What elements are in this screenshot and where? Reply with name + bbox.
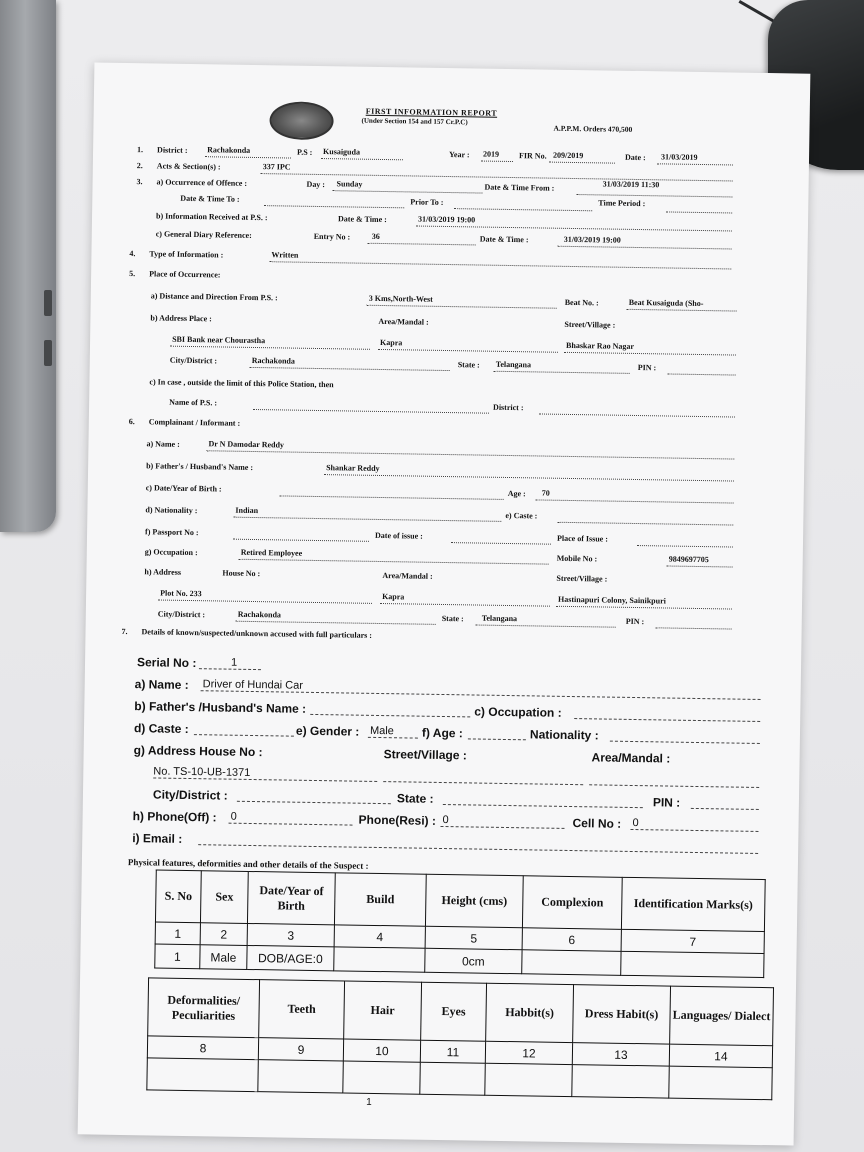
info-type-label: Type of Information :	[149, 249, 224, 260]
s1-num: 1.	[137, 145, 144, 155]
accused-state-label: State :	[396, 791, 434, 806]
accused-age-label: f) Age :	[421, 725, 463, 741]
fir-value: 209/2019	[552, 150, 584, 161]
nationality-line	[233, 507, 501, 522]
dob-line	[280, 485, 504, 500]
age-value: 70	[541, 488, 550, 498]
c-area-label: Area/Mandal :	[382, 571, 433, 581]
table-number-cell: 4	[334, 925, 425, 948]
table-header-cell: Teeth	[259, 980, 345, 1039]
city-label: City/District :	[169, 355, 218, 366]
info-dt-label: Date & Time :	[337, 214, 387, 225]
area-value: Kapra	[380, 337, 403, 348]
c-state-value: Telangana	[481, 613, 518, 624]
accused-father-line	[310, 702, 470, 718]
accused-age-line	[468, 726, 526, 740]
mobile-label: Mobile No :	[556, 553, 598, 564]
nationality-label: d) Nationality :	[145, 505, 198, 516]
complainant-name-line	[206, 440, 734, 459]
acts-line	[261, 163, 733, 181]
s2-num: 2.	[136, 161, 143, 171]
table-cell	[334, 947, 425, 972]
accused-name-label: a) Name :	[134, 677, 189, 692]
accused-caste-label: d) Caste :	[133, 721, 189, 737]
area-line	[378, 339, 558, 353]
to-label: Date & Time To :	[180, 193, 240, 204]
gd-dt-label: Date & Time :	[479, 234, 529, 245]
table-cell	[621, 951, 764, 977]
table-cell	[147, 1058, 258, 1092]
distance-value: 3 Kms,North-West	[368, 293, 433, 304]
page-number: 1	[366, 1096, 372, 1108]
entry-value: 36	[371, 231, 380, 241]
acts-value: 337 IPC	[262, 162, 291, 172]
table-header-cell: Habbit(s)	[486, 983, 574, 1042]
passport-label: f) Passport No :	[145, 527, 199, 538]
orders-reference: A.P.P.M. Orders 470,500	[553, 123, 633, 134]
info-type-value: Written	[271, 250, 299, 260]
physical-table-1	[154, 870, 765, 979]
address-place-label: b) Address Place :	[150, 313, 212, 324]
other-district-label: District :	[493, 402, 524, 413]
accused-city-line	[237, 789, 391, 804]
accused-street-line	[383, 769, 583, 785]
fir-label: FIR No.	[518, 151, 547, 161]
table-cell	[420, 1062, 485, 1095]
occupation-value: Retired Employee	[240, 547, 303, 558]
to-line	[264, 195, 404, 208]
entry-label: Entry No :	[313, 231, 351, 242]
table-number-cell: 11	[420, 1040, 485, 1063]
pin-line	[668, 363, 736, 375]
year-value: 2019	[483, 149, 500, 159]
accused-label: Details of known/suspected/unknown accused with full particulars :	[141, 627, 373, 640]
physical-features-label: Physical features, deformities and other details of the Suspect :	[127, 857, 369, 871]
ps-value: Kusaiguda	[323, 147, 361, 157]
occupation-label: g) Occupation :	[144, 547, 198, 558]
caste-line	[557, 512, 733, 526]
street-label: Street/Village :	[564, 319, 616, 330]
father-line	[324, 464, 734, 481]
passport-line	[233, 529, 369, 542]
complainant-name-value: Dr N Damodar Reddy	[208, 439, 285, 450]
phone-off-label: h) Phone(Off) :	[132, 809, 217, 825]
s7-num: 7.	[121, 626, 128, 637]
table-number-cell: 5	[425, 926, 522, 950]
table-number-cell: 12	[485, 1041, 572, 1064]
c-area-value: Kapra	[382, 592, 405, 602]
distance-label: a) Distance and Direction From P.S. :	[150, 291, 278, 303]
place-label: Place of Occurrence:	[149, 269, 221, 280]
accused-street-label: Street/Village :	[383, 747, 467, 763]
table-cell: 1	[155, 944, 200, 969]
house-value: Plot No. 233	[160, 588, 202, 599]
accused-state-line	[443, 792, 643, 808]
c-pin-line	[656, 617, 732, 629]
table-header-cell: Deformalities/ Peculiarities	[148, 978, 260, 1038]
table-header-cell: Hair	[344, 981, 422, 1040]
table-header-row	[155, 870, 765, 932]
table-cell: Male	[200, 945, 247, 970]
caste-label: e) Caste :	[505, 510, 538, 521]
age-label: Age :	[507, 488, 526, 499]
accused-city-label: City/District :	[152, 787, 228, 803]
phone-res-line	[440, 814, 564, 829]
table-cell	[572, 1065, 669, 1099]
street-value: Bhaskar Rao Nagar	[566, 340, 634, 351]
phone-res-label: Phone(Resi) :	[358, 812, 437, 828]
c-city-value: Rachakonda	[237, 609, 282, 620]
accused-house-value: No. TS-10-UB-1371	[153, 765, 251, 779]
accused-father-label: b) Father's /Husband's Name :	[134, 699, 307, 716]
s4-num: 4.	[129, 249, 136, 259]
c-street-value: Hastinapuri Colony, Sainikpuri	[558, 594, 666, 606]
document-subtitle: (Under Section 154 and 157 Cr.P.C)	[361, 116, 468, 127]
police-emblem-icon	[269, 101, 334, 140]
complainant-address-label: h) Address	[144, 567, 182, 577]
table-header-cell: Languages/ Dialect	[670, 986, 774, 1046]
table-number-cell: 9	[258, 1038, 343, 1061]
c-pin-label: PIN :	[625, 616, 645, 627]
table-header-cell: Eyes	[421, 982, 487, 1041]
accused-occupation-line	[574, 706, 760, 722]
c-street-label: Street/Village :	[556, 573, 608, 584]
table-cell: DOB/AGE:0	[247, 945, 334, 970]
s5-num: 5.	[129, 269, 136, 279]
ps-label: P.S :	[297, 147, 313, 157]
table-header-cell: Complexion	[522, 876, 622, 930]
table-cell	[669, 1066, 772, 1100]
day-value: Sunday	[336, 179, 363, 189]
house-label: House No :	[222, 568, 261, 579]
issue-date-line	[451, 532, 551, 545]
table-number-cell: 1	[155, 922, 200, 945]
gender-label: e) Gender :	[295, 723, 360, 739]
beat-value: Beat Kusaiguda (Sho-	[628, 297, 704, 309]
cell-label: Cell No :	[572, 816, 622, 831]
table-cell: 0cm	[425, 948, 522, 974]
gd-dt-value: 31/03/2019 19:00	[563, 234, 621, 245]
table-number-cell: 8	[147, 1036, 258, 1060]
accused-address-label: g) Address House No :	[133, 743, 263, 760]
serial-label: Serial No :	[136, 655, 197, 671]
gd-label: c) General Diary Reference:	[155, 229, 252, 240]
issue-date-label: Date of issue :	[374, 530, 423, 541]
phone-off-line	[229, 811, 353, 826]
table-header-cell: Identification Marks(s)	[621, 877, 765, 931]
serial-value: 1	[230, 656, 238, 669]
prior-line	[454, 198, 592, 211]
table-cell	[343, 1061, 420, 1094]
laptop-edge	[0, 0, 56, 532]
accused-area-label: Area/Mandal :	[591, 750, 671, 766]
age-line	[536, 489, 734, 503]
cell-line	[630, 817, 758, 832]
table-header-cell: Build	[334, 873, 426, 926]
table-number-cell: 13	[572, 1043, 669, 1067]
email-line	[198, 832, 758, 854]
prior-label: Prior To :	[410, 197, 444, 207]
accused-nationality-line	[610, 729, 760, 744]
acts-label: Acts & Section(s) :	[156, 161, 221, 172]
table-number-cell: 7	[621, 929, 764, 953]
s3-num: 3.	[136, 177, 143, 187]
c-city-label: City/District :	[157, 609, 206, 620]
table-cell	[522, 950, 621, 976]
table-cell	[258, 1060, 343, 1093]
accused-nationality-label: Nationality :	[529, 727, 599, 743]
email-label: i) Email :	[132, 831, 183, 846]
table-header-cell: Height (cms)	[425, 874, 523, 928]
table-header-row	[148, 978, 774, 1046]
info-received-label: b) Information Received at P.S. :	[155, 211, 268, 223]
gender-value: Male	[369, 724, 394, 738]
phone-off-value: 0	[230, 810, 237, 823]
outside-limit-label: c) In case , outside the limit of this Police Station, then	[149, 377, 334, 390]
table-header-cell: Dress Habit(s)	[573, 985, 671, 1045]
pin-label: PIN :	[637, 363, 657, 373]
period-label: Time Period :	[598, 198, 646, 209]
usb-port	[44, 290, 52, 316]
from-label: Date & Time From :	[484, 182, 555, 193]
state-label: State :	[457, 360, 480, 370]
table-number-cell: 14	[669, 1044, 772, 1068]
cell-value: 0	[632, 816, 639, 830]
name-ps-label: Name of P.S. :	[169, 397, 218, 408]
c-area-line	[380, 593, 550, 607]
entry-line	[368, 233, 476, 246]
district-label: District :	[157, 145, 188, 155]
document-title: FIRST INFORMATION REPORT	[365, 106, 498, 118]
father-value: Shankar Reddy	[326, 463, 380, 473]
usb-port	[44, 340, 52, 366]
table-number-cell: 10	[343, 1039, 420, 1062]
info-dt-value: 31/03/2019 19:00	[417, 214, 476, 225]
day-label: Day :	[306, 179, 326, 190]
accused-name-value: Driver of Hundai Car	[202, 678, 304, 692]
issue-place-line	[637, 535, 733, 548]
c-state-label: State :	[441, 613, 464, 624]
nationality-value: Indian	[235, 505, 259, 516]
date-label: Date :	[624, 152, 646, 163]
complainant-name-label: a) Name :	[146, 439, 180, 449]
table-number-cell: 3	[247, 923, 334, 946]
accused-pin-label: PIN :	[652, 795, 681, 810]
state-value: Telangana	[495, 359, 532, 370]
accused-pin-line	[691, 796, 759, 810]
table-number-cell: 2	[200, 923, 247, 946]
city-value: Rachakonda	[251, 355, 295, 366]
fir-document	[78, 62, 811, 1145]
table-number-cell: 6	[522, 928, 621, 952]
table-header-cell: S. No	[155, 870, 201, 923]
date-value: 31/03/2019	[660, 152, 698, 162]
occurrence-label: a) Occurrence of Offence :	[156, 177, 248, 188]
year-label: Year :	[448, 150, 470, 160]
other-district-line	[539, 403, 735, 417]
accused-caste-line	[194, 722, 294, 737]
father-label: b) Father's / Husband's Name :	[146, 461, 254, 472]
accused-area-line	[589, 772, 759, 788]
from-value: 31/03/2019 11:30	[602, 179, 660, 190]
accused-occupation-label: c) Occupation :	[474, 704, 562, 720]
s6-num: 6.	[128, 417, 135, 427]
table-header-cell: Date/Year of Birth	[247, 871, 335, 924]
dob-label: c) Date/Year of Birth :	[145, 483, 222, 494]
table-cell	[485, 1063, 572, 1096]
name-ps-line	[253, 399, 489, 414]
phone-res-value: 0	[442, 814, 449, 827]
beat-label: Beat No. :	[564, 297, 599, 308]
info-type-line	[269, 251, 731, 269]
complainant-label: Complainant / Informant :	[148, 417, 241, 428]
physical-table-2	[146, 977, 774, 1100]
mobile-value: 9849697705	[668, 554, 709, 565]
issue-place-label: Place of Issue :	[556, 533, 609, 544]
place-value: SBI Bank near Chourastha	[172, 334, 266, 346]
area-label: Area/Mandal :	[378, 316, 429, 327]
period-line	[666, 201, 732, 213]
table-header-cell: Sex	[200, 871, 248, 924]
district-value: Rachakonda	[207, 145, 251, 155]
